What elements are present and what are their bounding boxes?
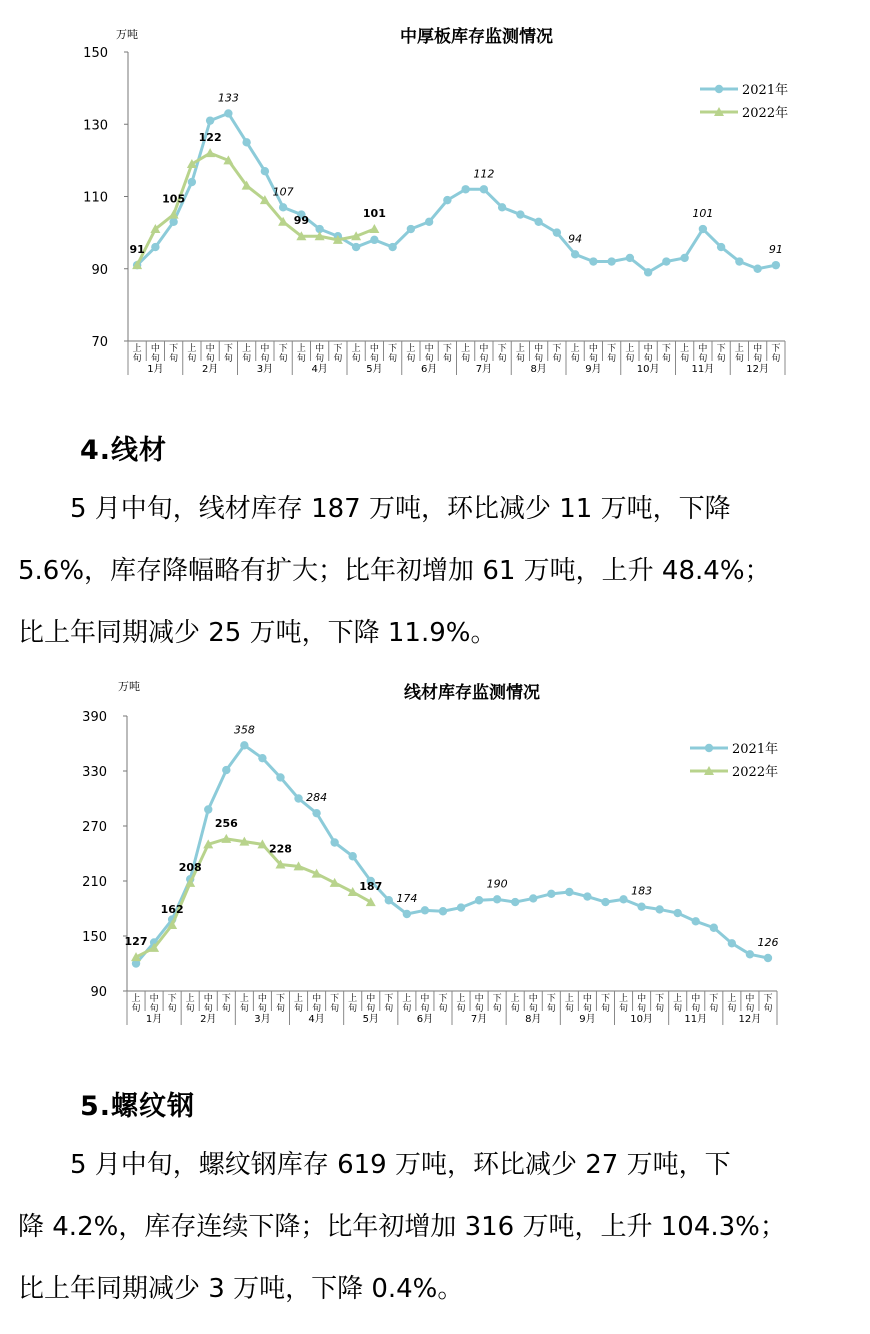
x-tick-label: 旬 (745, 1004, 755, 1014)
x-tick-label: 旬 (698, 354, 708, 364)
x-tick-label: 旬 (564, 1004, 574, 1014)
x-tick-label: 旬 (582, 1004, 592, 1014)
x-tick-label: 中 (643, 344, 653, 354)
x-tick-label: 下 (546, 994, 556, 1004)
data-label: 127 (124, 935, 148, 949)
data-label: 284 (306, 791, 328, 805)
x-tick-label: 下 (771, 344, 781, 354)
y-tick-label: 70 (91, 335, 108, 350)
x-tick-label: 中 (150, 344, 160, 354)
data-point (439, 907, 447, 915)
paragraph-line: 降 4.2%，库存连续下降；比年初增加 316 万吨，上升 104.3%； (18, 1212, 786, 1242)
y-tick-label: 390 (82, 710, 107, 725)
data-point (369, 224, 379, 233)
x-tick-label: 上 (673, 994, 683, 1004)
x-month-label: 10月 (630, 1014, 653, 1025)
x-tick-label: 中 (315, 344, 325, 354)
x-tick-label: 旬 (570, 354, 580, 364)
x-tick-label: 下 (492, 994, 502, 1004)
x-month-label: 6月 (416, 1014, 434, 1025)
data-point (547, 890, 555, 898)
x-tick-label: 旬 (348, 1004, 358, 1014)
x-month-label: 12月 (738, 1014, 762, 1025)
x-tick-label: 上 (564, 994, 574, 1004)
x-tick-label: 旬 (406, 354, 416, 364)
x-tick-label: 旬 (312, 1004, 322, 1014)
data-label: 91 (768, 243, 783, 257)
data-label: 133 (217, 91, 239, 105)
x-tick-label: 旬 (497, 354, 507, 364)
x-tick-label: 中 (479, 344, 489, 354)
data-point (529, 894, 537, 902)
y-tick-label: 150 (83, 46, 108, 61)
data-point (662, 257, 670, 265)
y-axis-unit: 万吨 (118, 680, 140, 693)
x-tick-label: 旬 (438, 1004, 448, 1014)
x-tick-label: 下 (655, 994, 665, 1004)
x-tick-label: 中 (528, 994, 538, 1004)
x-tick-label: 旬 (369, 354, 379, 364)
x-tick-label: 旬 (691, 1004, 701, 1014)
x-tick-label: 上 (294, 994, 304, 1004)
x-tick-label: 下 (716, 344, 726, 354)
data-label: 101 (362, 207, 386, 221)
x-tick-label: 上 (734, 344, 744, 354)
x-tick-label: 中 (753, 344, 763, 354)
section-5-paragraph (18, 1134, 863, 1320)
data-point (735, 257, 743, 265)
data-point (534, 218, 542, 226)
x-tick-label: 下 (600, 994, 610, 1004)
x-tick-label: 下 (709, 994, 719, 1004)
x-tick-label: 旬 (734, 354, 744, 364)
x-tick-label: 中 (420, 994, 430, 1004)
x-tick-label: 旬 (673, 1004, 683, 1014)
x-tick-label: 下 (169, 344, 179, 354)
data-label: 208 (178, 860, 202, 874)
data-point (655, 905, 663, 913)
x-tick-label: 下 (763, 994, 773, 1004)
x-tick-label: 下 (278, 344, 288, 354)
x-tick-label: 上 (456, 994, 466, 1004)
data-point (348, 852, 356, 860)
x-tick-label: 旬 (187, 354, 197, 364)
y-tick-label: 110 (83, 190, 108, 206)
x-tick-label: 中 (474, 994, 484, 1004)
x-tick-label: 旬 (131, 1004, 141, 1014)
x-tick-label: 中 (424, 344, 434, 354)
data-label: 91 (129, 243, 145, 257)
x-tick-label: 上 (402, 994, 412, 1004)
data-point (330, 838, 338, 846)
x-tick-label: 旬 (637, 1004, 647, 1014)
data-point (717, 243, 725, 251)
chart-title: 线材库存监测情况 (404, 683, 540, 703)
x-month-label: 5月 (366, 364, 383, 375)
data-point (204, 805, 212, 813)
x-month-label: 11月 (691, 364, 715, 375)
legend-marker (715, 85, 723, 93)
x-tick-label: 旬 (655, 1004, 665, 1014)
x-tick-label: 下 (221, 994, 231, 1004)
data-point (352, 243, 360, 251)
x-tick-label: 下 (607, 344, 617, 354)
y-tick-label: 130 (83, 118, 108, 134)
data-point (206, 116, 214, 124)
series-line-2022 (137, 153, 374, 265)
x-tick-label: 下 (384, 994, 394, 1004)
x-tick-label: 中 (366, 994, 376, 1004)
legend-label: 2022年 (742, 106, 789, 121)
x-tick-label: 旬 (384, 1004, 394, 1014)
x-tick-label: 中 (582, 994, 592, 1004)
data-point (637, 902, 645, 910)
paragraph-line: 比上年同期减少 3 万吨，下降 0.4%。 (18, 1274, 464, 1304)
data-point (772, 261, 780, 269)
paragraph-line: 5 月中旬，螺纹钢库存 619 万吨，环比减少 27 万吨，下 (18, 1150, 731, 1180)
x-tick-label: 上 (132, 344, 142, 354)
chart-svg (0, 0, 870, 400)
x-month-label: 11月 (684, 1014, 708, 1025)
x-tick-label: 旬 (442, 354, 452, 364)
x-tick-label: 旬 (257, 1004, 267, 1014)
series-line-2021 (137, 113, 776, 272)
x-month-label: 1月 (147, 364, 164, 375)
paragraph-line: 5.6%，库存降幅略有扩大；比年初增加 61 万吨，上升 48.4%； (18, 556, 771, 586)
section-5-heading: 5.螺纹钢 (80, 1091, 196, 1122)
data-point (403, 910, 411, 918)
x-month-label: 9月 (585, 364, 602, 375)
x-tick-label: 中 (203, 994, 213, 1004)
data-label: 105 (162, 192, 186, 206)
x-tick-label: 上 (461, 344, 471, 354)
x-month-label: 7月 (470, 1014, 488, 1025)
data-label: 101 (692, 207, 714, 221)
x-month-label: 2月 (201, 364, 219, 375)
x-month-label: 12月 (746, 364, 769, 375)
data-point (673, 909, 681, 917)
data-point (699, 225, 707, 233)
x-month-label: 8月 (530, 364, 547, 375)
data-point (222, 766, 230, 774)
x-tick-label: 旬 (528, 1004, 538, 1014)
x-tick-label: 上 (510, 994, 520, 1004)
x-tick-label: 中 (369, 344, 379, 354)
data-point (421, 906, 429, 914)
data-point (240, 741, 248, 749)
chart-svg (0, 668, 870, 1048)
y-tick-label: 90 (90, 985, 107, 1000)
x-tick-label: 上 (348, 994, 358, 1004)
x-tick-label: 中 (698, 344, 708, 354)
x-tick-label: 中 (691, 994, 701, 1004)
x-tick-label: 旬 (461, 354, 471, 364)
data-point (753, 265, 761, 273)
data-point (312, 809, 320, 817)
data-point (258, 754, 266, 762)
x-tick-label: 旬 (185, 1004, 195, 1014)
x-tick-label: 旬 (492, 1004, 502, 1014)
data-point (565, 888, 573, 896)
x-tick-label: 旬 (474, 1004, 484, 1014)
x-tick-label: 中 (637, 994, 647, 1004)
x-tick-label: 旬 (402, 1004, 412, 1014)
data-point (553, 228, 561, 236)
data-point (619, 895, 627, 903)
x-tick-label: 上 (351, 344, 361, 354)
x-tick-label: 中 (260, 344, 270, 354)
data-point (746, 950, 754, 958)
chart-title: 中厚板库存监测情况 (400, 27, 553, 47)
data-point (475, 896, 483, 904)
x-tick-label: 旬 (619, 1004, 629, 1014)
x-tick-label: 旬 (588, 354, 598, 364)
data-point (407, 225, 415, 233)
data-point (493, 895, 501, 903)
x-tick-label: 旬 (278, 354, 288, 364)
x-tick-label: 旬 (239, 1004, 249, 1014)
data-point (728, 939, 736, 947)
data-point (461, 185, 469, 193)
x-tick-label: 旬 (167, 1004, 177, 1014)
x-tick-label: 上 (570, 344, 580, 354)
x-tick-label: 上 (296, 344, 306, 354)
data-point (261, 167, 269, 175)
x-tick-label: 中 (312, 994, 322, 1004)
series-line-2022 (136, 839, 371, 957)
data-label: 99 (293, 214, 310, 228)
x-tick-label: 旬 (366, 1004, 376, 1014)
y-tick-label: 90 (91, 262, 108, 278)
x-tick-label: 旬 (275, 1004, 285, 1014)
data-point (385, 896, 393, 904)
data-point (589, 257, 597, 265)
data-point (242, 138, 250, 146)
x-tick-label: 下 (275, 994, 285, 1004)
data-label: 358 (233, 723, 255, 737)
series-line-2021 (136, 745, 768, 963)
data-point (169, 218, 177, 226)
data-point (279, 203, 287, 211)
x-tick-label: 上 (187, 344, 197, 354)
x-tick-label: 下 (497, 344, 507, 354)
x-tick-label: 旬 (420, 1004, 430, 1014)
x-tick-label: 旬 (727, 1004, 737, 1014)
data-label: 107 (272, 185, 294, 199)
x-tick-label: 旬 (479, 354, 489, 364)
x-tick-label: 旬 (625, 354, 635, 364)
x-tick-label: 旬 (771, 354, 781, 364)
x-tick-label: 旬 (294, 1004, 304, 1014)
x-tick-label: 中 (534, 344, 544, 354)
x-tick-label: 下 (442, 344, 452, 354)
x-tick-label: 旬 (763, 1004, 773, 1014)
x-tick-label: 旬 (296, 354, 306, 364)
section-4-paragraph (18, 478, 863, 664)
x-tick-label: 旬 (600, 1004, 610, 1014)
data-label: 122 (198, 131, 222, 145)
data-point (480, 185, 488, 193)
data-label: 187 (359, 880, 383, 894)
x-tick-label: 上 (515, 344, 525, 354)
x-tick-label: 旬 (661, 354, 671, 364)
data-label: 126 (757, 936, 779, 949)
legend-label: 2021年 (742, 83, 789, 98)
legend-label: 2021年 (732, 742, 779, 757)
data-point (276, 773, 284, 781)
data-point (205, 148, 215, 157)
x-month-label: 1月 (145, 1014, 163, 1025)
data-point (224, 109, 232, 117)
x-tick-label: 旬 (510, 1004, 520, 1014)
x-tick-label: 旬 (242, 354, 252, 364)
data-point (626, 254, 634, 262)
x-tick-label: 中 (149, 994, 159, 1004)
y-tick-label: 210 (82, 875, 107, 890)
paragraph-line: 5 月中旬，线材库存 187 万吨，环比减少 11 万吨，下降 (18, 494, 731, 524)
x-tick-label: 上 (406, 344, 416, 354)
legend-label: 2022年 (732, 765, 779, 780)
x-tick-label: 下 (661, 344, 671, 354)
x-month-label: 3月 (256, 364, 274, 375)
x-tick-label: 旬 (149, 1004, 159, 1014)
x-tick-label: 旬 (709, 1004, 719, 1014)
data-point (151, 243, 159, 251)
x-tick-label: 旬 (680, 354, 690, 364)
y-tick-label: 330 (82, 765, 107, 780)
data-point (498, 203, 506, 211)
data-point (607, 257, 615, 265)
x-tick-label: 下 (333, 344, 343, 354)
x-tick-label: 中 (205, 344, 215, 354)
data-point (764, 954, 772, 962)
data-point (680, 254, 688, 262)
x-tick-label: 下 (552, 344, 562, 354)
data-point (511, 898, 519, 906)
x-tick-label: 上 (239, 994, 249, 1004)
x-month-label: 9月 (579, 1014, 596, 1025)
x-tick-label: 旬 (552, 354, 562, 364)
x-tick-label: 旬 (223, 354, 233, 364)
legend-marker (705, 744, 713, 752)
plate-inventory-chart (0, 0, 870, 400)
x-tick-label: 旬 (330, 1004, 340, 1014)
x-tick-label: 旬 (607, 354, 617, 364)
x-tick-label: 上 (680, 344, 690, 354)
data-point (583, 892, 591, 900)
data-point (188, 178, 196, 186)
section-4-heading: 4.线材 (80, 435, 168, 466)
x-tick-label: 旬 (221, 1004, 231, 1014)
x-tick-label: 旬 (424, 354, 434, 364)
data-label: 228 (268, 842, 292, 856)
x-month-label: 3月 (254, 1014, 271, 1025)
x-tick-label: 下 (167, 994, 177, 1004)
x-tick-label: 旬 (169, 354, 179, 364)
x-month-label: 4月 (311, 364, 328, 375)
x-tick-label: 上 (185, 994, 195, 1004)
data-point (516, 210, 524, 218)
x-month-label: 2月 (200, 1014, 217, 1025)
x-tick-label: 上 (619, 994, 629, 1004)
x-tick-label: 旬 (150, 354, 160, 364)
y-tick-label: 270 (82, 820, 107, 835)
y-tick-label: 150 (82, 930, 107, 945)
x-month-label: 4月 (308, 1014, 325, 1025)
x-tick-label: 旬 (546, 1004, 556, 1014)
data-point (294, 794, 302, 802)
data-label: 112 (473, 167, 495, 181)
data-point (370, 236, 378, 244)
x-tick-label: 旬 (515, 354, 525, 364)
data-point (457, 903, 465, 911)
x-tick-label: 旬 (716, 354, 726, 364)
x-tick-label: 中 (588, 344, 598, 354)
x-tick-label: 旬 (203, 1004, 213, 1014)
data-label: 94 (568, 232, 583, 246)
x-tick-label: 旬 (132, 354, 142, 364)
x-month-label: 6月 (420, 364, 438, 375)
x-tick-label: 中 (257, 994, 267, 1004)
data-point (388, 243, 396, 251)
y-axis-unit: 万吨 (116, 28, 138, 41)
paragraph-line: 比上年同期减少 25 万吨，下降 11.9%。 (18, 618, 497, 648)
x-month-label: 5月 (362, 1014, 379, 1025)
x-tick-label: 旬 (315, 354, 325, 364)
x-month-label: 7月 (475, 364, 493, 375)
wire-rod-inventory-chart (0, 668, 870, 1048)
x-tick-label: 旬 (388, 354, 398, 364)
x-month-label: 10月 (636, 364, 660, 375)
x-tick-label: 旬 (753, 354, 763, 364)
x-tick-label: 旬 (456, 1004, 466, 1014)
data-point (692, 917, 700, 925)
x-tick-label: 旬 (351, 354, 361, 364)
x-tick-label: 上 (727, 994, 737, 1004)
data-label: 256 (214, 816, 238, 830)
x-tick-label: 旬 (643, 354, 653, 364)
data-label: 190 (486, 877, 508, 891)
x-tick-label: 上 (131, 994, 141, 1004)
x-tick-label: 下 (330, 994, 340, 1004)
data-point (425, 218, 433, 226)
x-tick-label: 下 (223, 344, 233, 354)
x-tick-label: 中 (745, 994, 755, 1004)
x-tick-label: 旬 (534, 354, 544, 364)
x-tick-label: 旬 (205, 354, 215, 364)
x-month-label: 8月 (525, 1014, 542, 1025)
data-point (601, 898, 609, 906)
x-tick-label: 下 (388, 344, 398, 354)
data-label: 183 (631, 884, 653, 898)
data-point (443, 196, 451, 204)
data-point (571, 250, 579, 258)
x-tick-label: 旬 (260, 354, 270, 364)
data-point (644, 268, 652, 276)
data-label: 162 (160, 903, 184, 916)
data-point (710, 924, 718, 932)
x-tick-label: 旬 (333, 354, 343, 364)
data-label: 174 (396, 892, 418, 905)
x-tick-label: 上 (625, 344, 635, 354)
x-tick-label: 上 (242, 344, 252, 354)
x-tick-label: 下 (438, 994, 448, 1004)
